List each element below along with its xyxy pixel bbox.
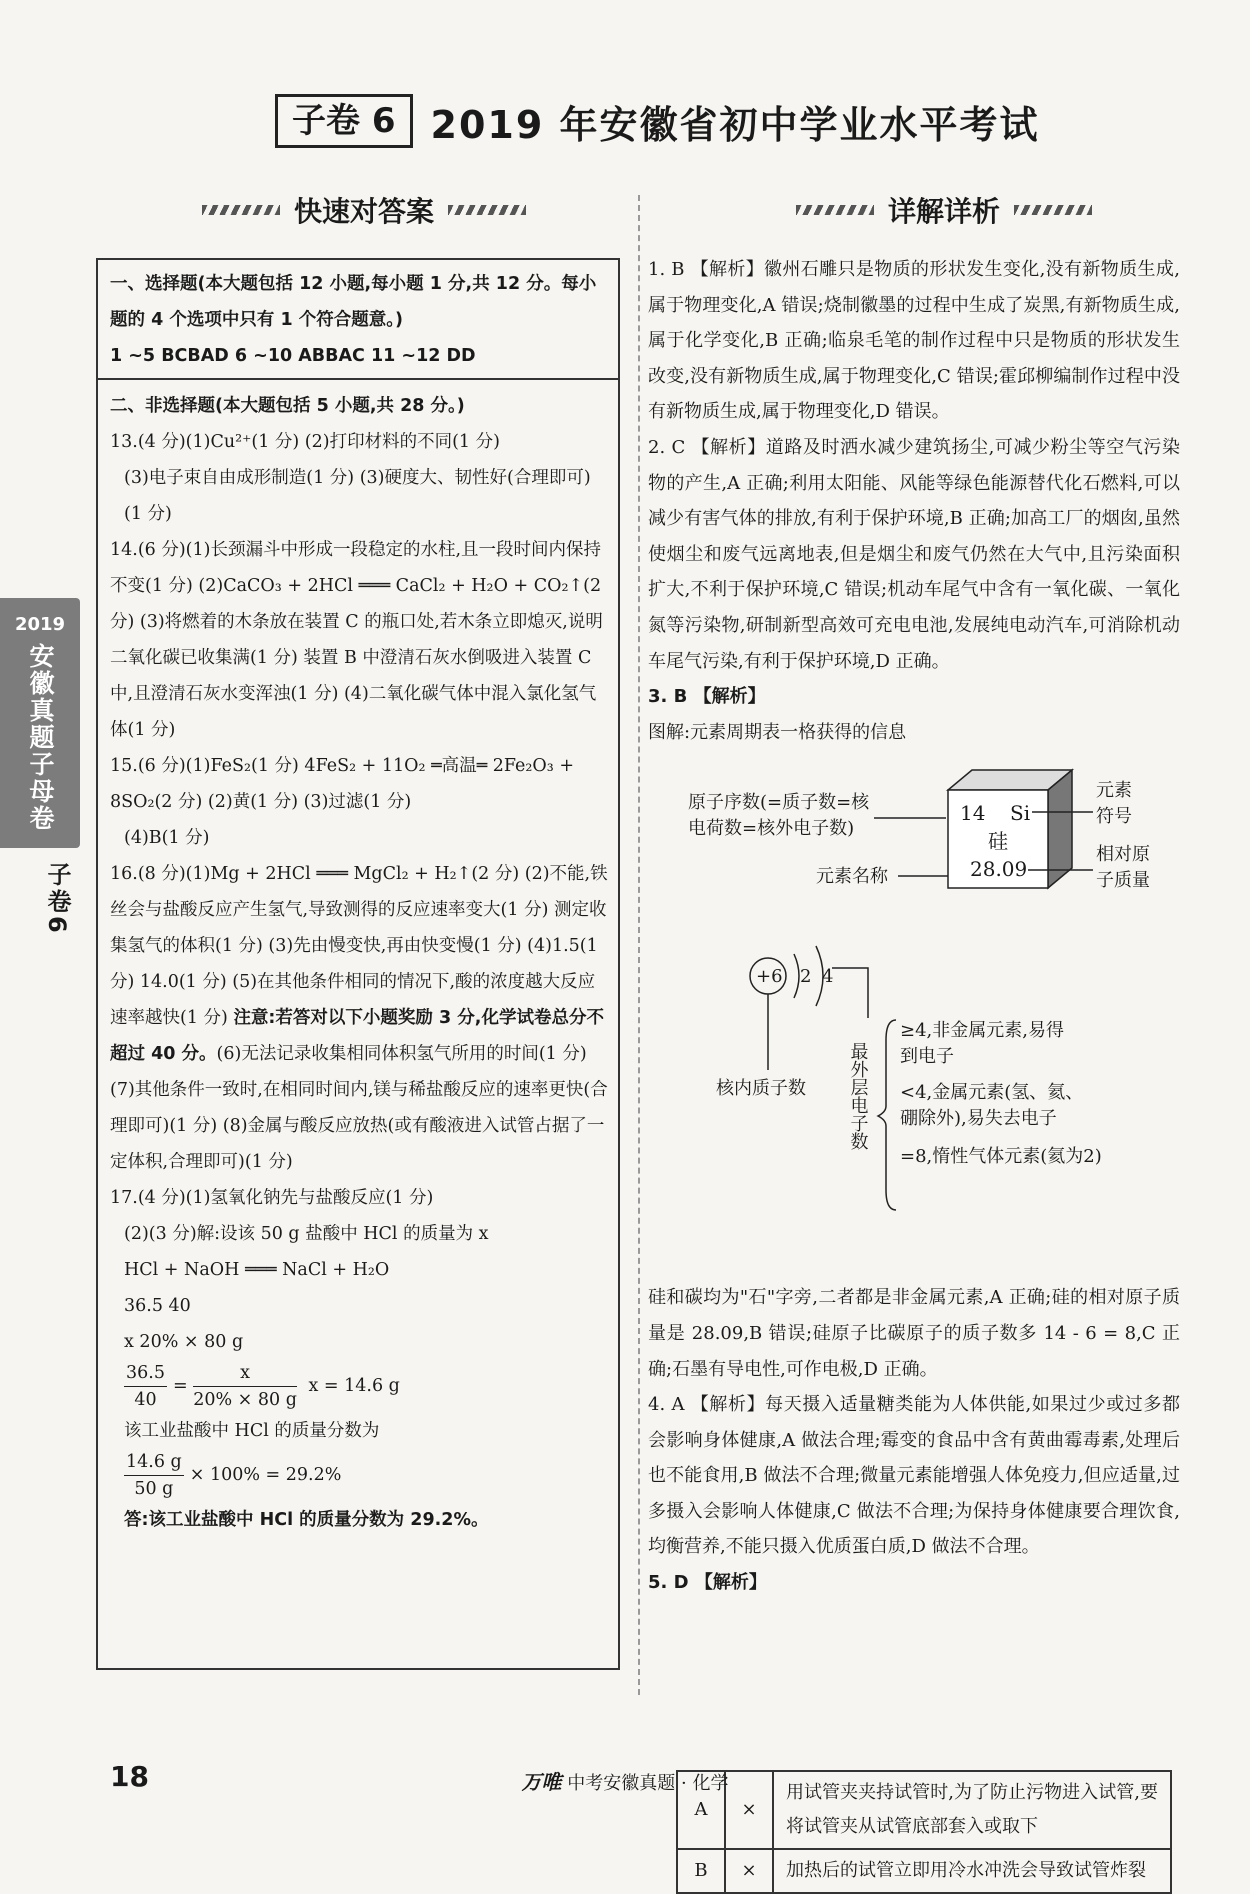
table-row: A × 用试管夹夹持试管时,为了防止污物进入试管,要将试管夹从试管底部套入或取下	[677, 1771, 1171, 1849]
equation: HCl + NaOH ═══ NaCl + H₂O	[124, 1260, 390, 1280]
side-subtitle: 子卷6	[43, 862, 71, 936]
choice-answers: 1 ~5 BCBAD 6 ~10 ABBAC 11 ~12 DD	[110, 346, 476, 366]
brand-logo: 万唯	[521, 1770, 562, 1794]
answer-15-cont: (4)B(1 分)	[124, 828, 210, 848]
analysis-1: 1. B 【解析】徽州石雕只是物质的形状发生变化,没有新物质生成,属于物理变化,A 错误;烧制徽墨的过程中生成了炭黑,有新物质生成,属于化学变化,B 正确;临泉毛笔的制作过程中只是物质的形状发生改变,没有新物质生成,属于物理变化,C 错误;霍邱柳编制作过程中没有新物质生成,属于物理变化,D 错误。	[648, 259, 1180, 423]
analysis-3: 硅和碳均为"石"字旁,二者都是非金属元素,A 正确;硅的相对原子质量是 28.09,B 错误;硅原子比碳原子的质子数多 14 - 6 = 8,C 正确;石墨有导电性,可作电极,D 正确。	[648, 1287, 1180, 1380]
choice-section	[98, 260, 618, 380]
analysis-3-head: 3. B 【解析】	[648, 686, 766, 708]
side-tab: 2019 安徽真题子母卷	[0, 598, 80, 848]
footer-title: 中考安徽真题 · 化学	[567, 1773, 729, 1794]
footer	[0, 1766, 1250, 1795]
stripe-decoration	[202, 205, 280, 215]
page-number: 18	[110, 1760, 149, 1793]
fraction: $\frac{36.5}{40}$	[124, 1360, 167, 1413]
stripe-decoration	[796, 205, 874, 215]
fraction: $\frac{14.6 g}{50 g}$	[124, 1449, 184, 1502]
svg-text:硼除外),易失去电子: 硼除外),易失去电子	[900, 1108, 1057, 1130]
quick-answer-box	[96, 258, 620, 1670]
fraction: $\frac{x}{20\% \times 80 g}$	[193, 1360, 297, 1413]
stripe-decoration	[1014, 205, 1092, 215]
element-name: 硅	[988, 829, 1008, 854]
page-title	[275, 92, 1040, 150]
outer-electron-label: 最外层电子数	[847, 1042, 869, 1151]
mass-label: 相对原	[1096, 844, 1150, 866]
answer-13: 13.(4 分)(1)Cu²⁺(1 分) (2)打印材料的不同(1 分)	[110, 432, 500, 452]
answer-14: 14.(6 分)(1)长颈漏斗中形成一段稳定的水柱,且一段时间内保持不变(1 分) (2)CaCO₃ + 2HCl ═══ CaCl₂ + H₂O + CO₂↑(2 分) (3)将燃着的木条放在装置 C 的瓶口处,若木条立即熄灭,说明二氧化碳已收集满(1 分) 装置 B 中澄清石灰水倒吸进入装置 C 中,且澄清石灰水变浑浊(1 分) (4)二氧化碳气体中混入氯化氢气体(1 分)	[110, 540, 603, 740]
atomic-number: 14	[960, 801, 986, 826]
atomic-mass: 28.09	[970, 857, 1028, 882]
nucleus-charge: +6	[756, 966, 783, 988]
atomic-number-label: 电荷数=核外电子数)	[688, 818, 855, 840]
element-diagram	[648, 750, 1180, 1280]
column-divider	[638, 195, 640, 1695]
symbol-label: 符号	[1096, 806, 1132, 828]
name-label: 元素名称	[816, 866, 888, 888]
final-answer: 答:该工业盐酸中 HCl 的质量分数为 29.2%。	[124, 1510, 489, 1530]
nonchoice-section: 二、非选择题(本大题包括 5 小题,共 28 分。) 13.(4 分)(1)Cu²⁺(1 分) (2)打印材料的不同(1 分) (3)电子束自由成形制造(1 分) (3)硬度大、韧性好(合理即可)(1 分) 14.(6 分)(1)长颈漏斗中形成一段稳定的水柱,且一段时间内保持不变(1 分) (2)CaCO₃ + 2HCl ═══ CaCl₂ + H₂O + CO₂↑(2 分) (3)将燃着的木条放在装置 C 的瓶口处,若木条立即熄灭,说明二氧化碳已收集满(1 分) 装置 B 中澄清石灰水倒吸进入装置 C 中,且澄清石灰水变浑浊(1 分) (4)二氧化碳气体中混入氯化氢气体(1 分) 15.(6 分)(1)FeS₂(1 分) 4FeS₂ + 11O₂ ═高温═ 2Fe₂O₃ + 8SO₂(2 分) (2)黄(1 分) (3)过滤(1 分) (4)B(1 分) 16.(8 分)(1)Mg + 2HCl ═══ MgCl₂ + H₂↑(2 分) (2)不能,铁丝会与盐酸反应产生氢气,导致测得的反应速率变大(1 分) 测定收集氢气的体积(1 分) (3)先由慢变快,再由快变慢(1 分) (4)1.5(1 分) 14.0(1 分) (5)在其他条件相同的情况下,酸的浓度越大反应速率越快(1 分) 注意:若答对以下小题奖励 3 分,化学试卷总分不超过 40 分。(6)无法记录收集相同体积氢气所用的时间(1 分) (7)其他条件一致时,在相同时间内,镁与稀盐酸反应的速率更快(合理即可)(1 分) (8)金属与酸反应放热(或有酸液进入试管占据了一定体积,合理即可)(1 分) 17.(4 分)(1)氢氧化钠先与盐酸反应(1 分) (2)(3 分)解:设该 50 g 盐酸中 HCl 的质量为 x HCl + NaOH ═══ NaCl + H₂O 36.5 40 x 20% × 80 g $\frac{36.5}{40}$ = $\frac{x}{20\% \times 80 g}$ x = 14.6 g 该工业盐酸中 HCl 的质量分数为 $\frac{14.6 g}{50 g}$ × 100% = 29.2% 答:该工业盐酸中 HCl 的质量分数为 29.2%。	[98, 380, 618, 1538]
right-heading: 详解详析	[782, 190, 1106, 230]
analysis-3-intro: 图解:元素周期表一格获得的信息	[648, 721, 907, 743]
left-heading: 快速对答案	[188, 190, 540, 230]
rule-inert: =8,惰性气体元素(氦为2)	[900, 1146, 1102, 1168]
symbol-label: 元素	[1096, 780, 1132, 802]
choice-header: 一、选择题(本大题包括 12 小题,每小题 1 分,共 12 分。每小题的 4 个选项中只有 1 个符合题意。)	[110, 274, 597, 330]
svg-text:到电子: 到电子	[900, 1046, 954, 1068]
answer-17: 17.(4 分)(1)氢氧化钠先与盐酸反应(1 分)	[110, 1188, 434, 1208]
answer-15: 15.(6 分)(1)FeS₂(1 分) 4FeS₂ + 11O₂ ═高温═ 2Fe₂O₃ + 8SO₂(2 分) (2)黄(1 分) (3)过滤(1 分)	[110, 756, 575, 812]
percent-calc: $\frac{14.6 g}{50 g}$ × 100% = 29.2%	[110, 1449, 608, 1502]
element-symbol: Si	[1010, 801, 1031, 826]
shell-2: 4	[822, 966, 834, 988]
analysis-4: 4. A 【解析】每天摄入适量糖类能为人体供能,如果过少或过多都会影响身体健康,A 做法合理;霉变的食品中含有黄曲霉毒素,处理后也不能食用,B 做法不合理;微量元素能增强人体免疫力,但应适量,过多摄入会影响人体健康,C 做法不合理;为保持身体健康要合理饮食,均衡营养,不能只摄入优质蛋白质,D 做法不合理。	[648, 1394, 1180, 1558]
analysis-2: 2. C 【解析】道路及时洒水减少建筑扬尘,可减少粉尘等空气污染物的产生,A 正确;利用太阳能、风能等绿色能源替代化石燃料,可以减少有害气体的排放,有利于保护环境,B 正确;加高工厂的烟囱,虽然使烟尘和废气远离地表,但是烟尘和废气仍然在大气中,且污染面积扩大,不利于保护环境,C 错误;机动车尾气中含有一氧化碳、一氧化氮等污染物,研制新型高效可充电电池,发展纯电动汽车,可消除机动车尾气污染,有利于保护环境,D 正确。	[648, 436, 1180, 672]
element-cell-diagram	[648, 750, 1180, 1280]
title-text: 2019 年安徽省初中学业水平考试	[430, 102, 1040, 147]
atomic-number-label: 原子序数(=质子数=核	[688, 792, 870, 814]
rule-nonmetal: ≥4,非金属元素,易得	[900, 1020, 1064, 1042]
analysis-5-head: 5. D 【解析】	[648, 1572, 767, 1594]
nonchoice-header: 二、非选择题(本大题包括 5 小题,共 28 分。)	[110, 396, 465, 416]
table-row: B × 加热后的试管立即用冷水冲洗会导致试管炸裂	[677, 1849, 1171, 1893]
bonus-note: 注意:若答对以下小题奖励 3 分,化学试卷总分不超过 40 分。	[110, 1008, 604, 1064]
title-badge: 子卷 6	[275, 94, 413, 148]
stripe-decoration	[448, 205, 526, 215]
rule-metal: <4,金属元素(氢、氦、	[900, 1082, 1084, 1104]
proton-label: 核内质子数	[716, 1078, 806, 1100]
proportion: $\frac{36.5}{40}$ = $\frac{x}{20\% \times 80 g}$ x = 14.6 g	[110, 1360, 608, 1413]
answer-16: 16.(8 分)(1)Mg + 2HCl ═══ MgCl₂ + H₂↑(2 分) (2)不能,铁丝会与盐酸反应产生氢气,导致测得的反应速率变大(1 分) 测定收集氢气的体积(1 分) (3)先由慢变快,再由快变慢(1 分) (4)1.5(1 分) 14.0(1 分) (5)在其他条件相同的情况下,酸的浓度越大反应速率越快(1 分) 注意:若答对以下小题奖励 3 分,化学试卷总分不超过 40 分。(6)无法记录收集相同体积氢气所用的时间(1 分) (7)其他条件一致时,在相同时间内,镁与稀盐酸反应的速率更快(合理即可)(1 分) (8)金属与酸反应放热(或有酸液进入试管占据了一定体积,合理即可)(1 分)	[110, 864, 608, 1172]
answer-13-cont: (3)电子束自由成形制造(1 分) (3)硬度大、韧性好(合理即可)(1 分)	[124, 468, 591, 524]
shell-1: 2	[800, 966, 812, 988]
mass-label: 子质量	[1096, 870, 1150, 892]
